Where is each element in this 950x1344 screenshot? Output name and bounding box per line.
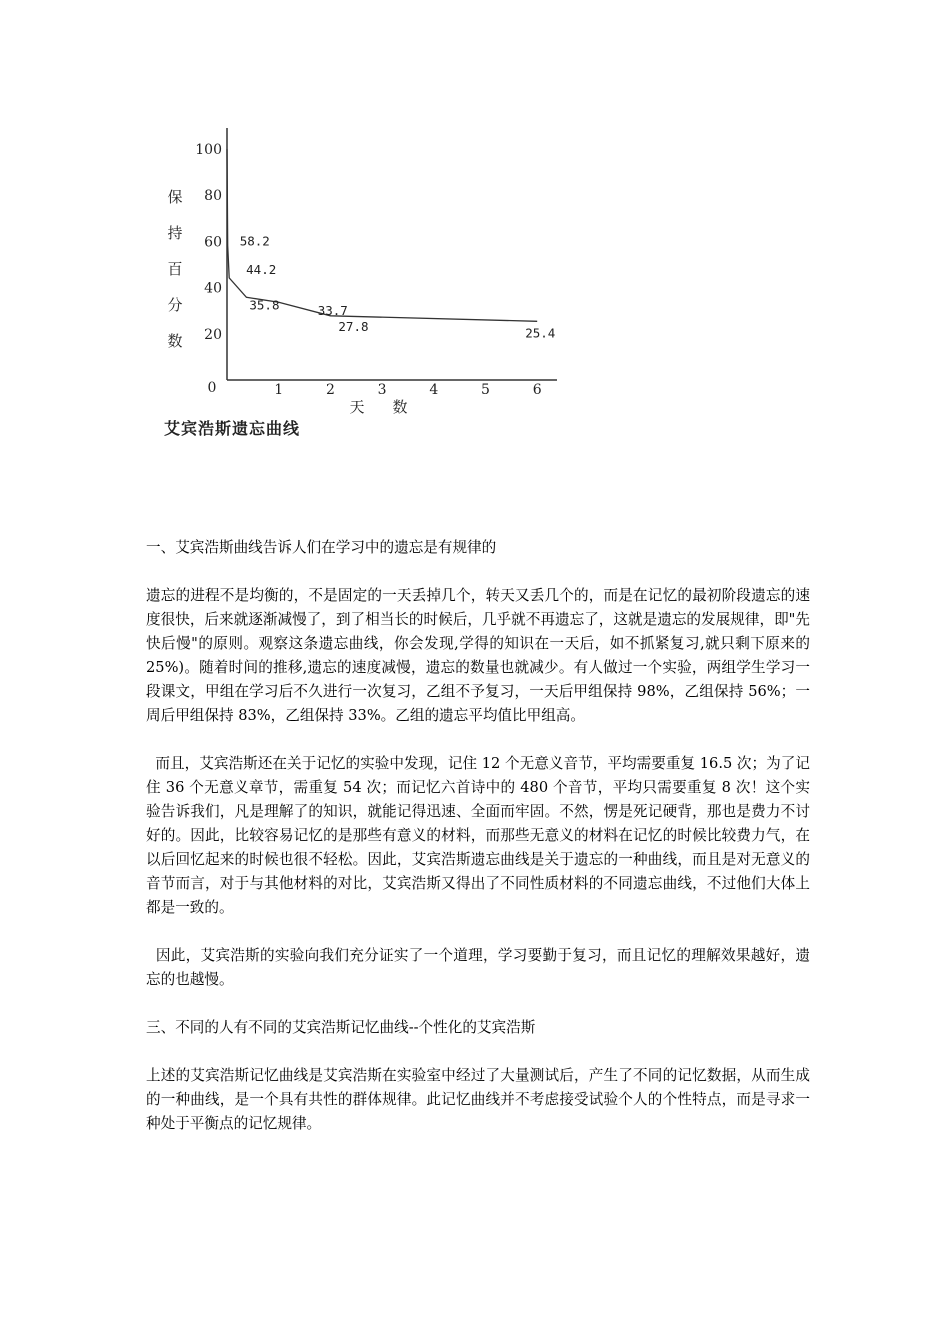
x-tick-label: 4 (429, 382, 439, 398)
y-axis-label-char: 分 (167, 296, 183, 314)
y-axis-label-char: 保 (167, 188, 183, 206)
x-tick-label: 2 (325, 382, 335, 398)
x-tick-label: 5 (481, 382, 490, 398)
y-axis-label-char: 持 (167, 224, 183, 242)
data-label: 33.7 (317, 303, 348, 319)
x-axis-label-char: 数 (392, 398, 408, 416)
x-tick-label: 6 (532, 382, 542, 398)
section-heading-1: 一、艾宾浩斯曲线告诉人们在学习中的遗忘是有规律的 (146, 539, 497, 556)
chart-title: 艾宾浩斯遗忘曲线 (164, 419, 301, 438)
series-line (227, 149, 537, 321)
data-label: 27.8 (338, 318, 369, 334)
y-axis-label (167, 188, 182, 350)
forgetting-curve-chart (150, 118, 570, 448)
y-axis-label-char: 数 (167, 332, 183, 350)
paragraph-3: 因此，艾宾浩斯的实验向我们充分证实了一个道理，学习要勤于复习，而且记忆的理解效果越好，遗忘的也越慢。 (146, 947, 810, 988)
paragraph-2: 而且，艾宾浩斯还在关于记忆的实验中发现，记住 12 个无意义音节，平均需要重复 16.5 次；为了记住 36 个无意义章节，需重复 54 次；而记忆六首诗中的 480 个音节，平均只需要重复 8 次！这个实验告诉我们，凡是理解了的知识，就能记得迅速、全面而牢固。不然，愣是死记硬背，那也是费力不讨好的。因此，比较容易记忆的是那些有意义的材料，而那些无意义的材料在记忆的时候比较费力气，在以后回忆起来的时候也很不轻松。因此，艾宾浩斯遗忘曲线是关于遗忘的一种曲线，而且是对无意义的音节而言，对于与其他材料的对比，艾宾浩斯又得出了不同性质材料的不同遗忘曲线，不过他们大体上都是一致的。 (146, 755, 811, 916)
paragraph-1: 遗忘的进程不是均衡的，不是固定的一天丢掉几个，转天又丢几个的，而是在记忆的最初阶段遗忘的速度很快，后来就逐渐减慢了，到了相当长的时候后，几乎就不再遗忘了，这就是遗忘的发展规律，即"先快后慢"的原则。观察这条遗忘曲线，你会发现,学得的知识在一天后，如不抓紧复习,就只剩下原来的 25%)。随着时间的推移,遗忘的速度减慢，遗忘的数量也就减少。有人做过一个实验，两组学生学习一段课文，甲组在学习后不久进行一次复习，乙组不予复习，一天后甲组保持 98%，乙组保持 56%；一周后甲组保持 83%，乙组保持 33%。乙组的遗忘平均值比甲组高。 (146, 587, 810, 724)
origin-label: 0 (207, 380, 217, 396)
x-tick-label: 3 (377, 382, 387, 398)
x-axis-label (349, 398, 407, 416)
article-body (146, 536, 810, 1160)
data-label: 35.8 (249, 297, 280, 313)
data-labels (240, 234, 556, 341)
x-axis-label-char: 天 (349, 398, 365, 416)
data-label: 44.2 (246, 261, 277, 277)
section-heading-3: 三、不同的人有不同的艾宾浩斯记忆曲线--个性化的艾宾浩斯 (146, 1019, 536, 1036)
y-ticks (195, 142, 222, 343)
y-tick-label: 80 (204, 188, 222, 205)
y-tick-label: 100 (195, 142, 222, 158)
paragraph-4: 上述的艾宾浩斯记忆曲线是艾宾浩斯在实验室中经过了大量测试后，产生了不同的记忆数据，从而生成的一种曲线，是一个具有共性的群体规律。此记忆曲线并不考虑接受试验个人的个性特点，而是寻求一种处于平衡点的记忆规律。 (146, 1067, 810, 1132)
y-tick-label: 60 (204, 234, 222, 251)
y-axis-label-char: 百 (167, 260, 183, 278)
y-tick-label: 20 (204, 326, 222, 343)
x-tick-label: 1 (274, 382, 284, 398)
x-ticks (274, 382, 542, 398)
data-label: 25.4 (525, 325, 556, 341)
y-tick-label: 40 (204, 280, 222, 297)
data-label: 58.2 (239, 233, 270, 249)
